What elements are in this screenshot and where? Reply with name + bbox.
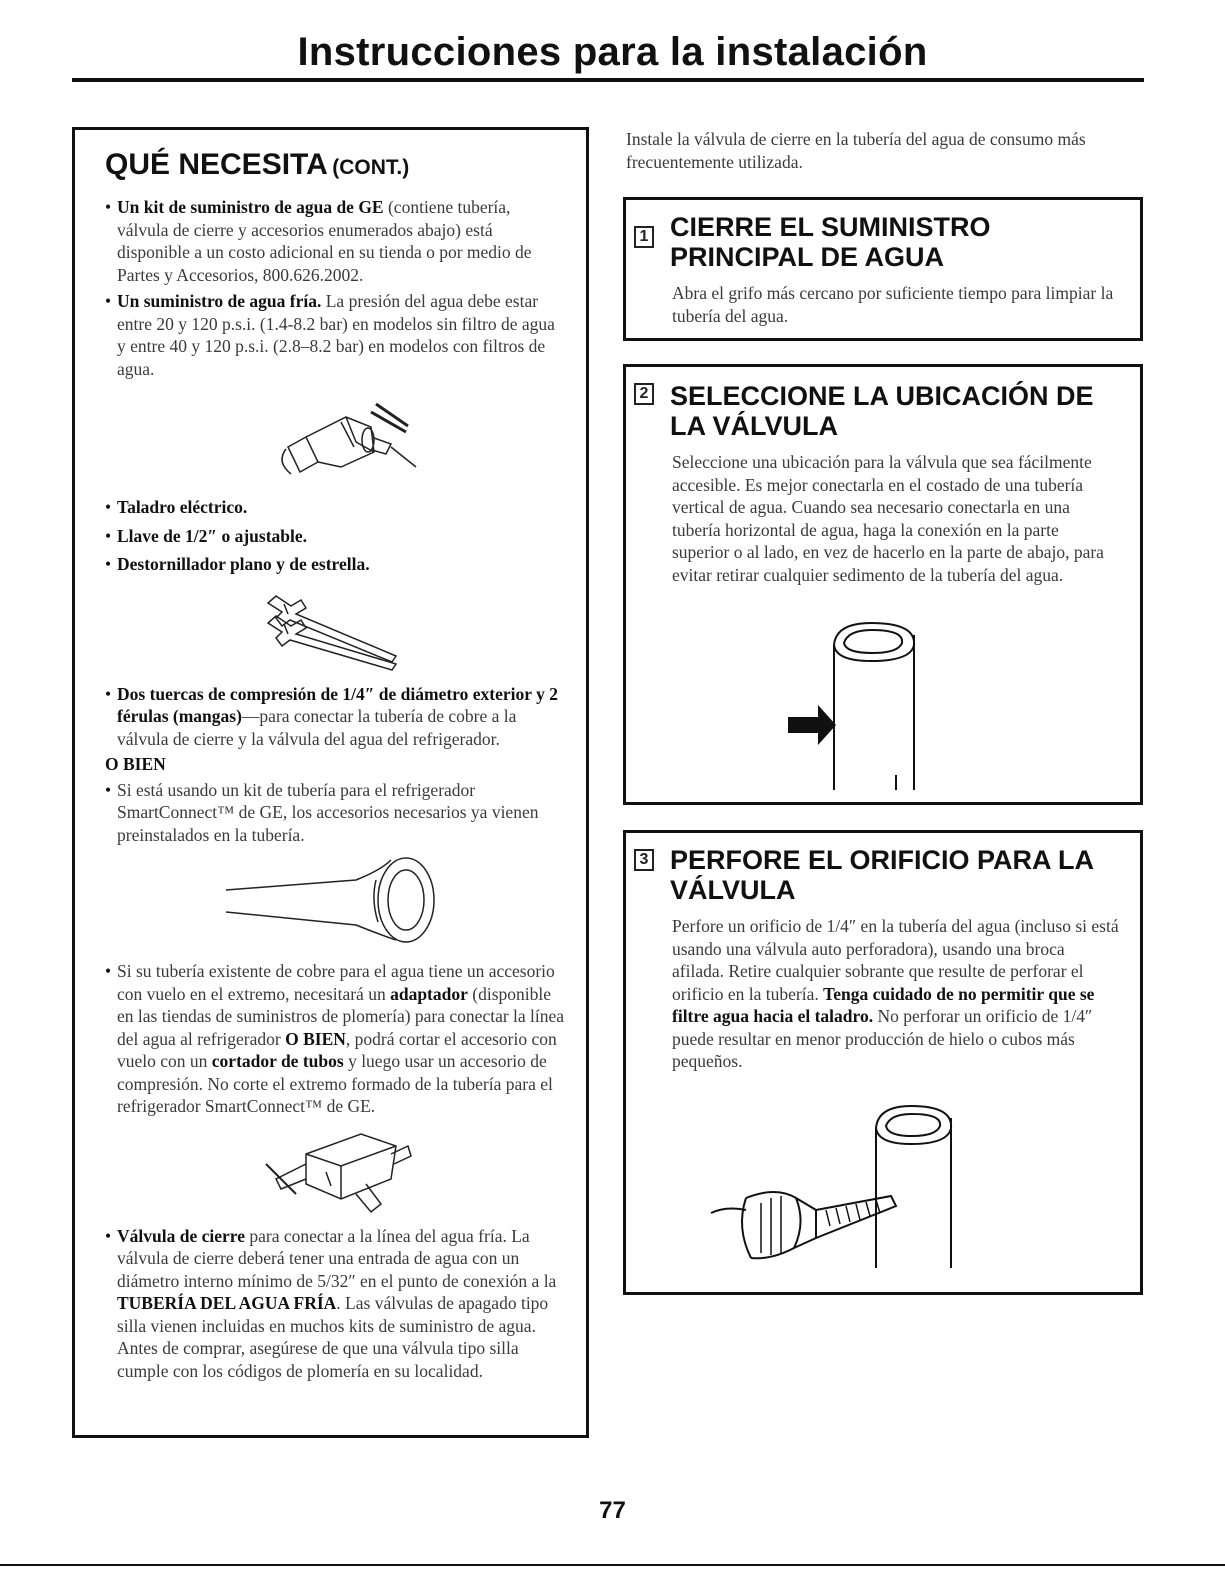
supply-list	[105, 196, 566, 380]
valve-list	[105, 1225, 566, 1383]
screwdrivers-illustration	[246, 586, 426, 671]
flare-list	[105, 960, 566, 1118]
shutoff-valve-illustration	[246, 1124, 426, 1219]
page-title: Instrucciones para la instalación	[297, 30, 928, 74]
step-3-box	[623, 830, 1143, 1295]
step-body: Abra el grifo más cercano por suficiente tiempo para limpiar la tubería del agua.	[672, 283, 1114, 326]
section-heading	[105, 148, 566, 182]
list-item: • Llave de 1/2″ o ajustable.	[105, 525, 566, 548]
step-1-box	[623, 197, 1143, 341]
step-number: 2	[634, 383, 654, 405]
step-2-box	[623, 364, 1143, 805]
vertical-pipe-arrow-illustration	[776, 615, 936, 800]
list-item: • Dos tuercas de compresión de 1/4″ de diámetro exterior y 2 férulas (mangas)—para conectar la tubería de cobre a la válvula de cierre y la válvula del agua del refrigerador.	[105, 683, 566, 751]
step-number: 3	[634, 849, 654, 871]
list-item: • Si su tubería existente de cobre para el agua tiene un accesorio con vuelo en el extremo, necesitará un adaptador (disponible en las tiendas de suministros de plomería) para conectar la línea del agua al refrigerador O BIEN, podrá cortar el accesorio con vuelo con un cortador de tubos y luego usar un accesorio de compresión. No corte el extremo formado de la tubería para el refrigerador SmartConnect™ de GE.	[105, 960, 566, 1118]
step-number: 1	[634, 226, 654, 248]
title-rule	[72, 78, 1144, 82]
step-heading: SELECCIONE LA UBICACIÓN DE LA VÁLVULA	[670, 381, 1094, 441]
drilling-pipe-illustration	[706, 1098, 976, 1283]
smartconnect-list	[105, 779, 566, 847]
intro-text: Instale la válvula de cierre en la tubería del agua de consumo más frecuentemente utilizada.	[626, 129, 1086, 172]
drill-illustration	[246, 392, 426, 492]
step-body: Seleccione una ubicación para la válvula que sea fácilmente accesible. Es mejor conectarla en el costado de una tubería vertical de agua. Cuando sea necesario conectarla en una tubería horizontal de agua, haga la conexión en la parte superior o al lado, en vez de hacerlo en la parte de abajo, para evitar retirar cualquier sedimento de la tubería del agua.	[672, 452, 1104, 585]
bottom-rule	[0, 1564, 1225, 1566]
section-heading-main: QUÉ NECESITA	[105, 148, 328, 181]
flared-tubing-illustration	[206, 850, 466, 950]
step-heading: PERFORE EL ORIFICIO PARA LA VÁLVULA	[670, 845, 1094, 905]
list-item: • Destornillador plano y de estrella.	[105, 553, 566, 576]
list-item: • Válvula de cierre para conectar a la línea del agua fría. La válvula de cierre deberá tener una entrada de agua con un diámetro interno mínimo de 5/32″ en el punto de conexión a la TUBERÍA DEL AGUA FRÍA. Las válvulas de apagado tipo silla vienen incluidas en muchos kits de suministro de agua. Antes de comprar, asegúrese de que una válvula tipo silla cumple con los códigos de plomería en su localidad.	[105, 1225, 566, 1383]
what-you-need-box	[72, 127, 589, 1438]
list-item: • Taladro eléctrico.	[105, 496, 566, 519]
fittings-list	[105, 683, 566, 751]
step-heading: CIERRE EL SUMINISTRO PRINCIPAL DE AGUA	[670, 212, 991, 272]
step-body: Perfore un orificio de 1/4″ en la tubería del agua (incluso si está usando una válvula auto perforadora), usando una broca afilada. Retire cualquier sobrante que resulte de perforar el orificio en la tubería. Tenga cuidado de no permitir que se filtre agua hacia el taladro. No perforar un orificio de 1/4″ puede resultar en menor producción de hielo o cubos más pequeños.	[672, 916, 1119, 1071]
tools-list	[105, 496, 566, 576]
page-number: 77	[599, 1497, 626, 1524]
or-label: O BIEN	[105, 754, 166, 774]
section-heading-cont: (CONT.)	[332, 156, 410, 179]
list-item: • Un suministro de agua fría. La presión del agua debe estar entre 20 y 120 p.s.i. (1.4-8.2 bar) en modelos sin filtro de agua y entre 40 y 120 p.s.i. (2.8–8.2 bar) en modelos con filtros de agua.	[105, 290, 566, 380]
list-item: • Si está usando un kit de tubería para el refrigerador SmartConnect™ de GE, los accesorios necesarios ya vienen preinstalados en la tubería.	[105, 779, 566, 847]
list-item: • Un kit de suministro de agua de GE (contiene tubería, válvula de cierre y accesorios enumerados abajo) está disponible a un costo adicional en su tienda o por medio de Partes y Accesorios, 800.626.2002.	[105, 196, 566, 286]
